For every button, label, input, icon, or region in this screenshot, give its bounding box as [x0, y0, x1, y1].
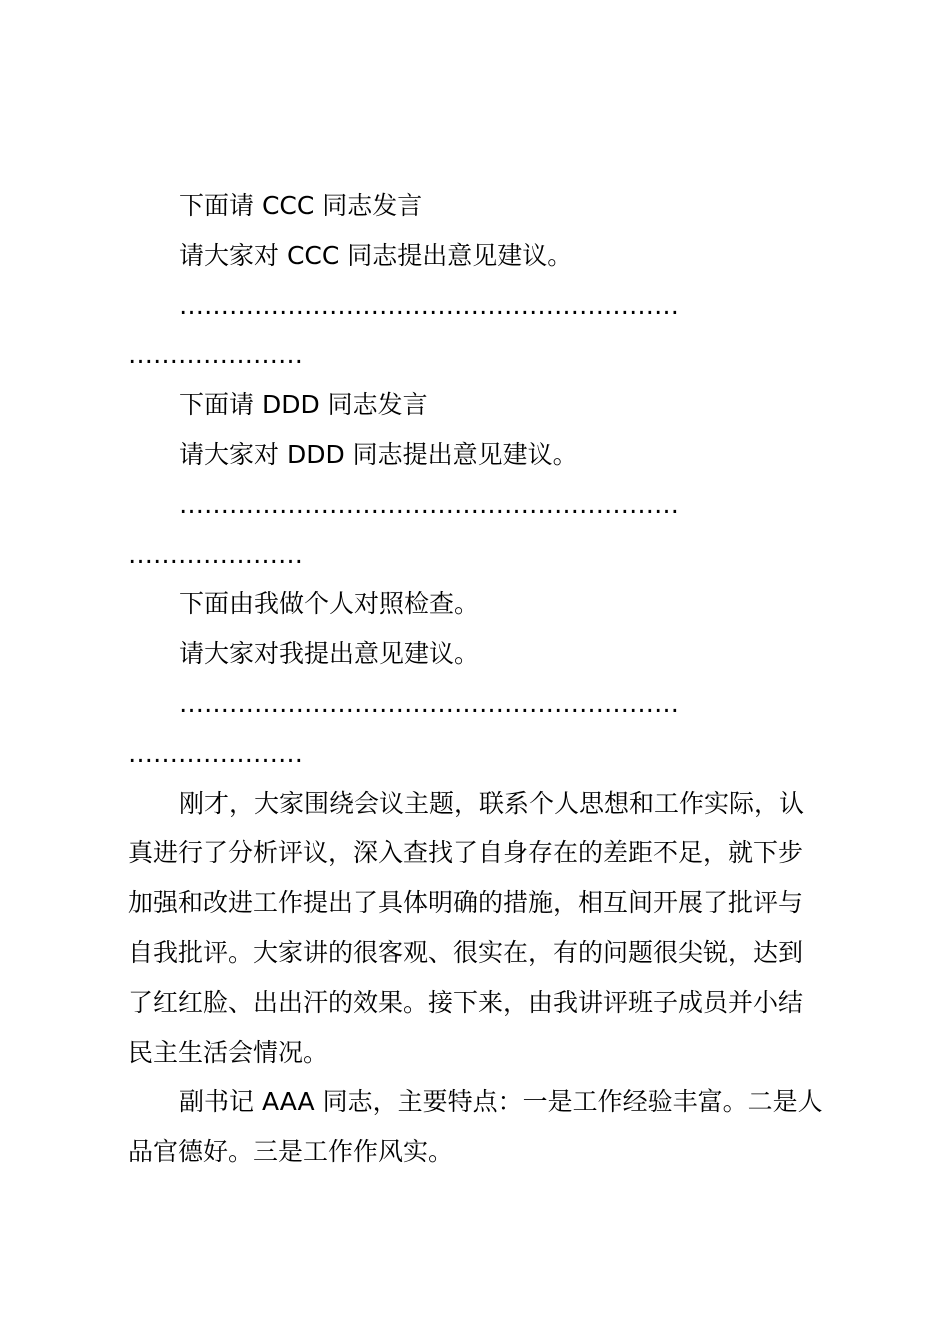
paragraph-line: 刚才，大家围绕会议主题，联系个人思想和工作实际，认: [179, 788, 805, 818]
summary-paragraph: [128, 779, 832, 1078]
paragraph-line: 品官德好。三是工作作风实。: [128, 1137, 454, 1167]
text-line: 请大家对我提出意见建议。: [179, 639, 480, 669]
document-body: [128, 181, 832, 1177]
text-line: 下面由我做个人对照检查。: [179, 589, 480, 619]
text-line: 请大家对 CCC 同志提出意见建议。: [179, 240, 573, 270]
ellipsis-line: …………………: [128, 340, 303, 370]
paragraph-line: 副书记 AAA 同志，主要特点：一是工作经验丰富。二是人: [179, 1087, 823, 1117]
evaluation-paragraph: [128, 1077, 832, 1177]
paragraph-line: 民主生活会情况。: [128, 1037, 329, 1067]
ellipsis-line: ……………………………………………………: [179, 489, 679, 519]
ellipsis-line: ……………………………………………………: [179, 290, 679, 320]
paragraph-line: 自我批评。大家讲的很客观、很实在，有的问题很尖锐，达到: [128, 937, 804, 967]
paragraph-line: 了红红脸、出出汗的效果。接下来，由我讲评班子成员并小结: [128, 987, 804, 1017]
text-line: 下面请 DDD 同志发言: [179, 390, 428, 420]
text-line: 请大家对 DDD 同志提出意见建议。: [179, 439, 578, 469]
ellipsis-line: …………………: [128, 738, 303, 768]
ellipsis-line: …………………: [128, 539, 303, 569]
paragraph-line: 真进行了分析评议，深入查找了自身存在的差距不足，就下步: [128, 838, 804, 868]
paragraph-line: 加强和改进工作提出了具体明确的措施，相互间开展了批评与: [128, 888, 804, 918]
ellipsis-line: ……………………………………………………: [179, 688, 679, 718]
text-line: 下面请 CCC 同志发言: [179, 191, 423, 220]
